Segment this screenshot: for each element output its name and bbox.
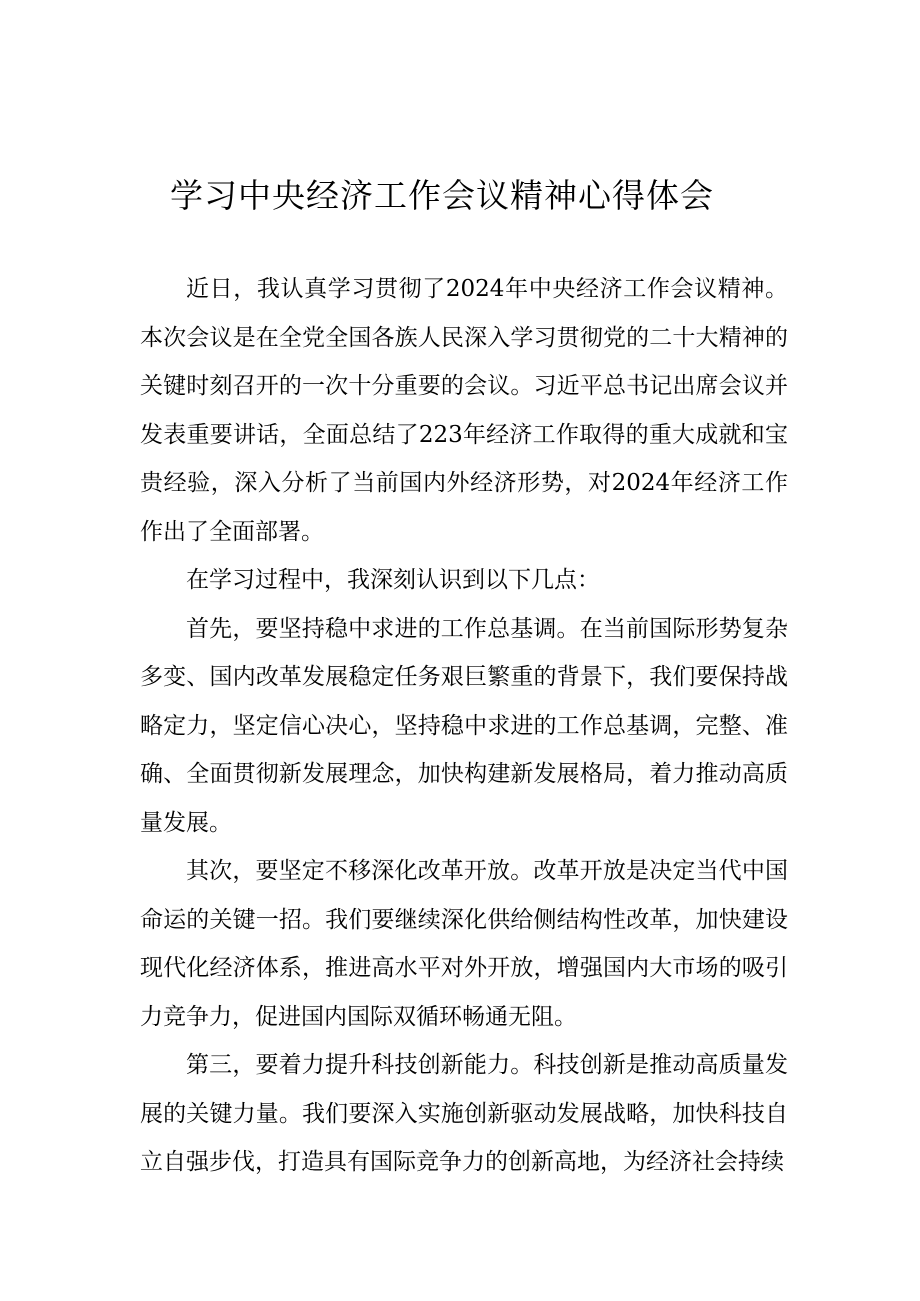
paragraph-third-point: 第三，要着力提升科技创新能力。科技创新是推动高质量发展的关键力量。我们要深入实施创新驱动发展战略，加快科技自立自强步伐，打造具有国际竞争力的创新高地，为经济社会持续 <box>140 1052 788 1175</box>
paragraph-intro: 近日，我认真学习贯彻了2024年中央经济工作会议精神。本次会议是在全党全国各族人民深入学习贯彻党的二十大精神的关键时刻召开的一次十分重要的会议。习近平总书记出席会议并发表重要讲话，全面总结了223年经济工作取得的重大成就和宝贵经验，深入分析了当前国内外经济形势，对2024年经济工作作出了全面部署。 <box>140 276 788 545</box>
document-body <box>140 265 788 1187</box>
paragraph-summary-lead: 在学习过程中，我深刻认识到以下几点： <box>186 567 600 593</box>
paragraph-second-point: 其次，要坚定不移深化改革开放。改革开放是决定当代中国命运的关键一招。我们要继续深化供给侧结构性改革，加快建设现代化经济体系，推进高水平对外开放，增强国内大市场的吸引力竞争力，促进国内国际双循环畅通无阻。 <box>140 858 788 1030</box>
paragraph-first-point: 首先，要坚持稳中求进的工作总基调。在当前国际形势复杂多变、国内改革发展稳定任务艰巨繁重的背景下，我们要保持战略定力，坚定信心决心，坚持稳中求进的工作总基调，完整、准确、全面贯彻新发展理念，加快构建新发展格局，着力推动高质量发展。 <box>140 615 788 836</box>
document-title: 学习中央经济工作会议精神心得体会 <box>170 176 714 215</box>
